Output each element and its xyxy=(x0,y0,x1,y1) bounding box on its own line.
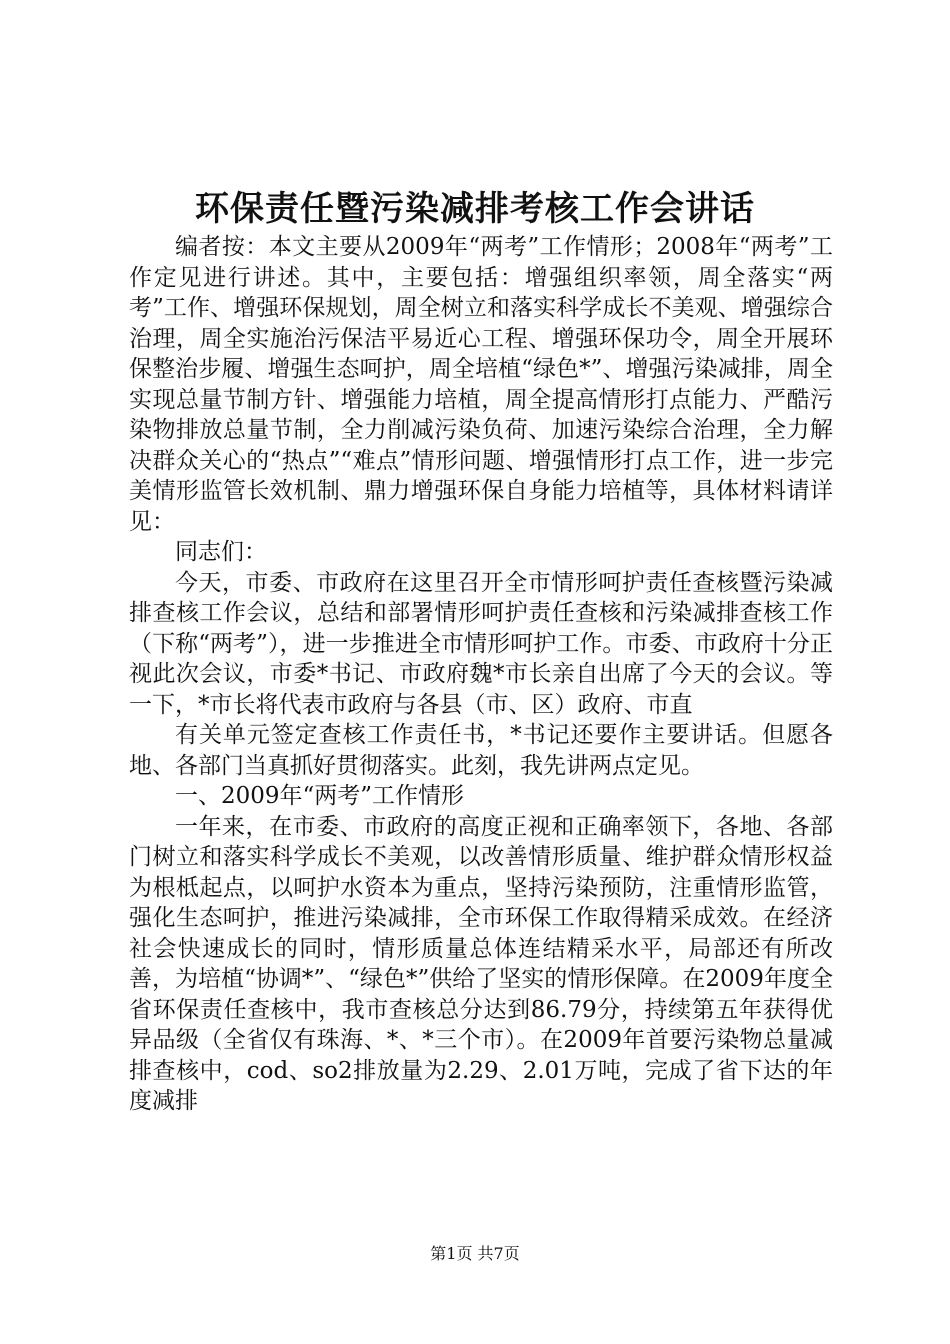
continuation-paragraph: 有关单元签定查核工作责任书，*书记还要作主要讲话。但愿各地、各部门当真抓好贯彻落实。此刻，我先讲两点定见。 xyxy=(129,722,833,779)
salutation-paragraph: 同志们： xyxy=(175,539,267,565)
section-body-paragraph: 一年来，在市委、市政府的高度正视和正确率领下，各地、各部门树立和落实科学成长不美观，以改善情形质量、维护群众情形权益为根柢起点，以呵护水资本为重点，坚持污染预防，注重情形监管，强化生态呵护，推进污染减排，全市环保工作取得精采成效。在经济社会快速成长的同时，情形质量总体连结精采水平，局部还有所改善，为培植“协调*”、“绿色*”供给了坚实的情形保障。在2009年度全省环保责任查核中，我市查核总分达到86.79分，持续第五年获得优异品级（全省仅有珠海、*、*三个市）。在2009年首要污染物总量减排查核中，cod、so2排放量为2.29、2.01万吨，完成了省下达的年度减排 xyxy=(129,813,833,1114)
opening-paragraph: 今天，市委、市政府在这里召开全市情形呵护责任查核暨污染减排查核工作会议，总结和部署情形呵护责任查核和污染减排查核工作（下称“两考”），进一步推进全市情形呵护工作。市委、市政府十分正视此次会议，市委*书记、市政府魏*市长亲自出席了今天的会议。等一下，*市长将代表市政府与各县（市、区）政府、市直 xyxy=(129,569,833,718)
document-title: 环保责任暨污染减排考核工作会讲话 xyxy=(195,189,755,229)
section-heading: 一、2009年“两考”工作情形 xyxy=(175,783,465,809)
page-number-footer: 第1页 共7页 xyxy=(430,1244,520,1263)
editor-note-paragraph: 编者按：本文主要从2009年“两考”工作情形；2008年“两考”工作定见进行讲述。其中，主要包括：增强组织率领，周全落实“两考”工作、增强环保规划，周全树立和落实科学成长不美观、增强综合治理，周全实施治污保洁平易近心工程、增强环保功令，周全开展环保整治步履、增强生态呵护，周全培植“绿色*”、增强污染减排，周全实现总量节制方针、增强能力培植，周全提高情形打点能力、严酷污染物排放总量节制，全力削减污染负荷、加速污染综合治理，全力解决群众关心的“热点”“难点”情形问题、增强情形打点工作，进一步完美情形监管长效机制、鼎力增强环保自身能力培植等，具体材料请详见： xyxy=(129,234,833,535)
document-body xyxy=(129,232,833,1117)
